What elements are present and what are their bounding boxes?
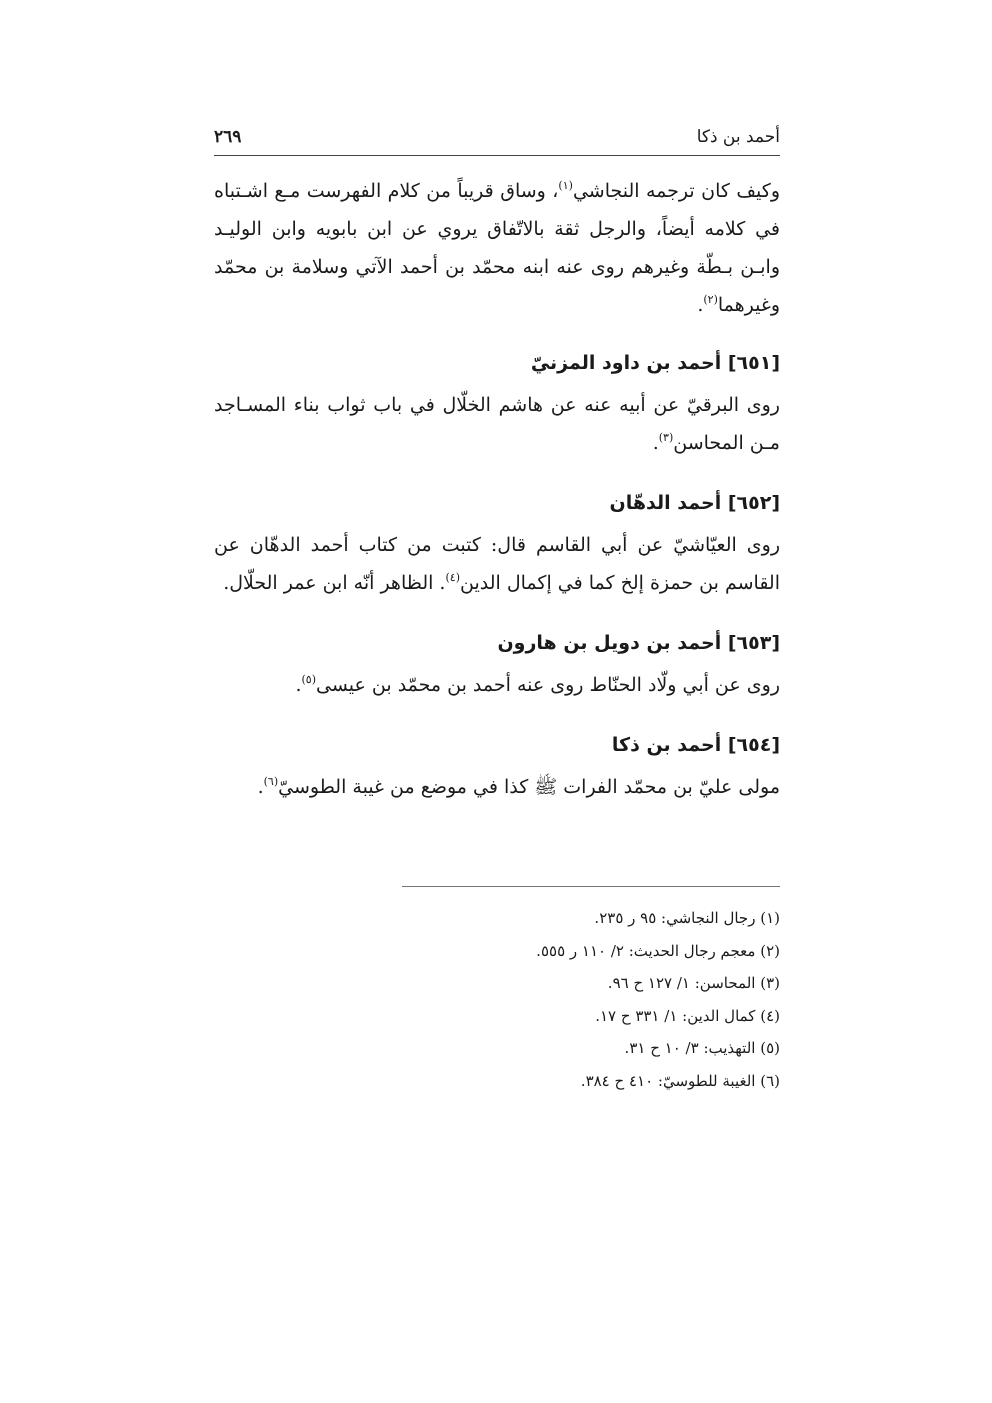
- intro-text-end: .: [697, 294, 704, 316]
- footnote-5: (٥) التهذيب: ٣/ ١٠ ح ٣١.: [624, 1039, 780, 1058]
- entry-body: روى عن أبي ولّاد الحنّاط روى عنه أحمد بن محمّد بن عيسى: [316, 674, 780, 696]
- footnote-3: (٣) المحاسن: ١/ ١٢٧ ح ٩٦.: [607, 974, 780, 993]
- entry-body: مولى عليّ بن محمّد الفرات ﷺ كذا في موضع من غيبة الطوسيّ: [278, 776, 780, 798]
- entry-title: [٦٥٤] أحمد بن ذكا: [611, 734, 780, 756]
- footnote-2: (٢) معجم رجال الحديث: ٢/ ١١٠ ر ٥٥٥.: [536, 941, 780, 960]
- intro-text-part2: ، وساق قريباً من كلام الفهرست مـع اشـتباه في كلامه أيضاً، والرجل ثقة بالاتّفاق يروي عن ابن بابويه وابن الوليـد وابـن بـطّة وغيرهم روى عنه ابنه محمّد بن أحمد الآتي وسلامة بن محمّد وغيرهما: [214, 180, 780, 316]
- footnote-ref-4[interactable]: (٤): [445, 571, 460, 584]
- entry-body-end: .: [652, 432, 659, 454]
- entry-text: [214, 768, 780, 806]
- entry-title: [٦٥١] أحمد بن داود المزنيّ: [530, 352, 780, 374]
- entry-text: [214, 666, 780, 704]
- entry-653: [214, 624, 780, 704]
- entry-body: روى العيّاشيّ عن أبي القاسم قال: كتبت من كتاب أحمد الدهّان عن القاسم بن حمزة إلخ كما في إكمال الدين: [214, 534, 780, 594]
- footnote-ref-6[interactable]: (٦): [263, 775, 279, 788]
- book-page: [214, 0, 780, 1403]
- running-title: أحمد بن ذكا: [696, 127, 780, 147]
- footnote-ref-1[interactable]: (١): [558, 179, 573, 192]
- entry-title: [٦٥٣] أحمد بن دويل بن هارون: [497, 632, 780, 654]
- intro-text-part1: وكيف كان ترجمه النجاشي: [572, 180, 781, 202]
- header-rule: [214, 155, 780, 156]
- entry-651: [214, 344, 780, 462]
- entry-text: [214, 386, 780, 462]
- entry-body-end: . الظاهر أنّه ابن عمر الحلّال.: [223, 572, 446, 594]
- entry-body: روى البرقيّ عن أبيه عنه عن هاشم الخلّال في باب ثواب بناء المسـاجد مـن المحاسن: [214, 394, 780, 454]
- intro-paragraph: [214, 172, 780, 324]
- entry-body-end: .: [295, 674, 302, 696]
- footnotes: [214, 902, 780, 1098]
- page-number: ٢٦٩: [214, 127, 242, 147]
- entry-652: [214, 484, 780, 602]
- entry-654: [214, 726, 780, 806]
- footnote-separator: [402, 886, 780, 887]
- footnote-1: (١) رجال النجاشي: ٩٥ ر ٢٣٥.: [594, 909, 780, 927]
- entry-text: [214, 526, 780, 602]
- main-text: [214, 172, 780, 828]
- footnote-4: (٤) كمال الدين: ١/ ٣٣١ ح ١٧.: [595, 1006, 780, 1025]
- running-header: [214, 124, 780, 150]
- entry-body-end: .: [257, 776, 264, 798]
- footnote-ref-5[interactable]: (٥): [301, 673, 317, 686]
- entry-title: [٦٥٢] أحمد الدهّان: [609, 492, 780, 514]
- footnote-ref-3[interactable]: (٣): [658, 431, 674, 444]
- footnote-ref-2[interactable]: (٢): [703, 293, 718, 306]
- footnote-6: (٦) الغيبة للطوسيّ: ٤١٠ ح ٣٨٤.: [580, 1071, 780, 1090]
